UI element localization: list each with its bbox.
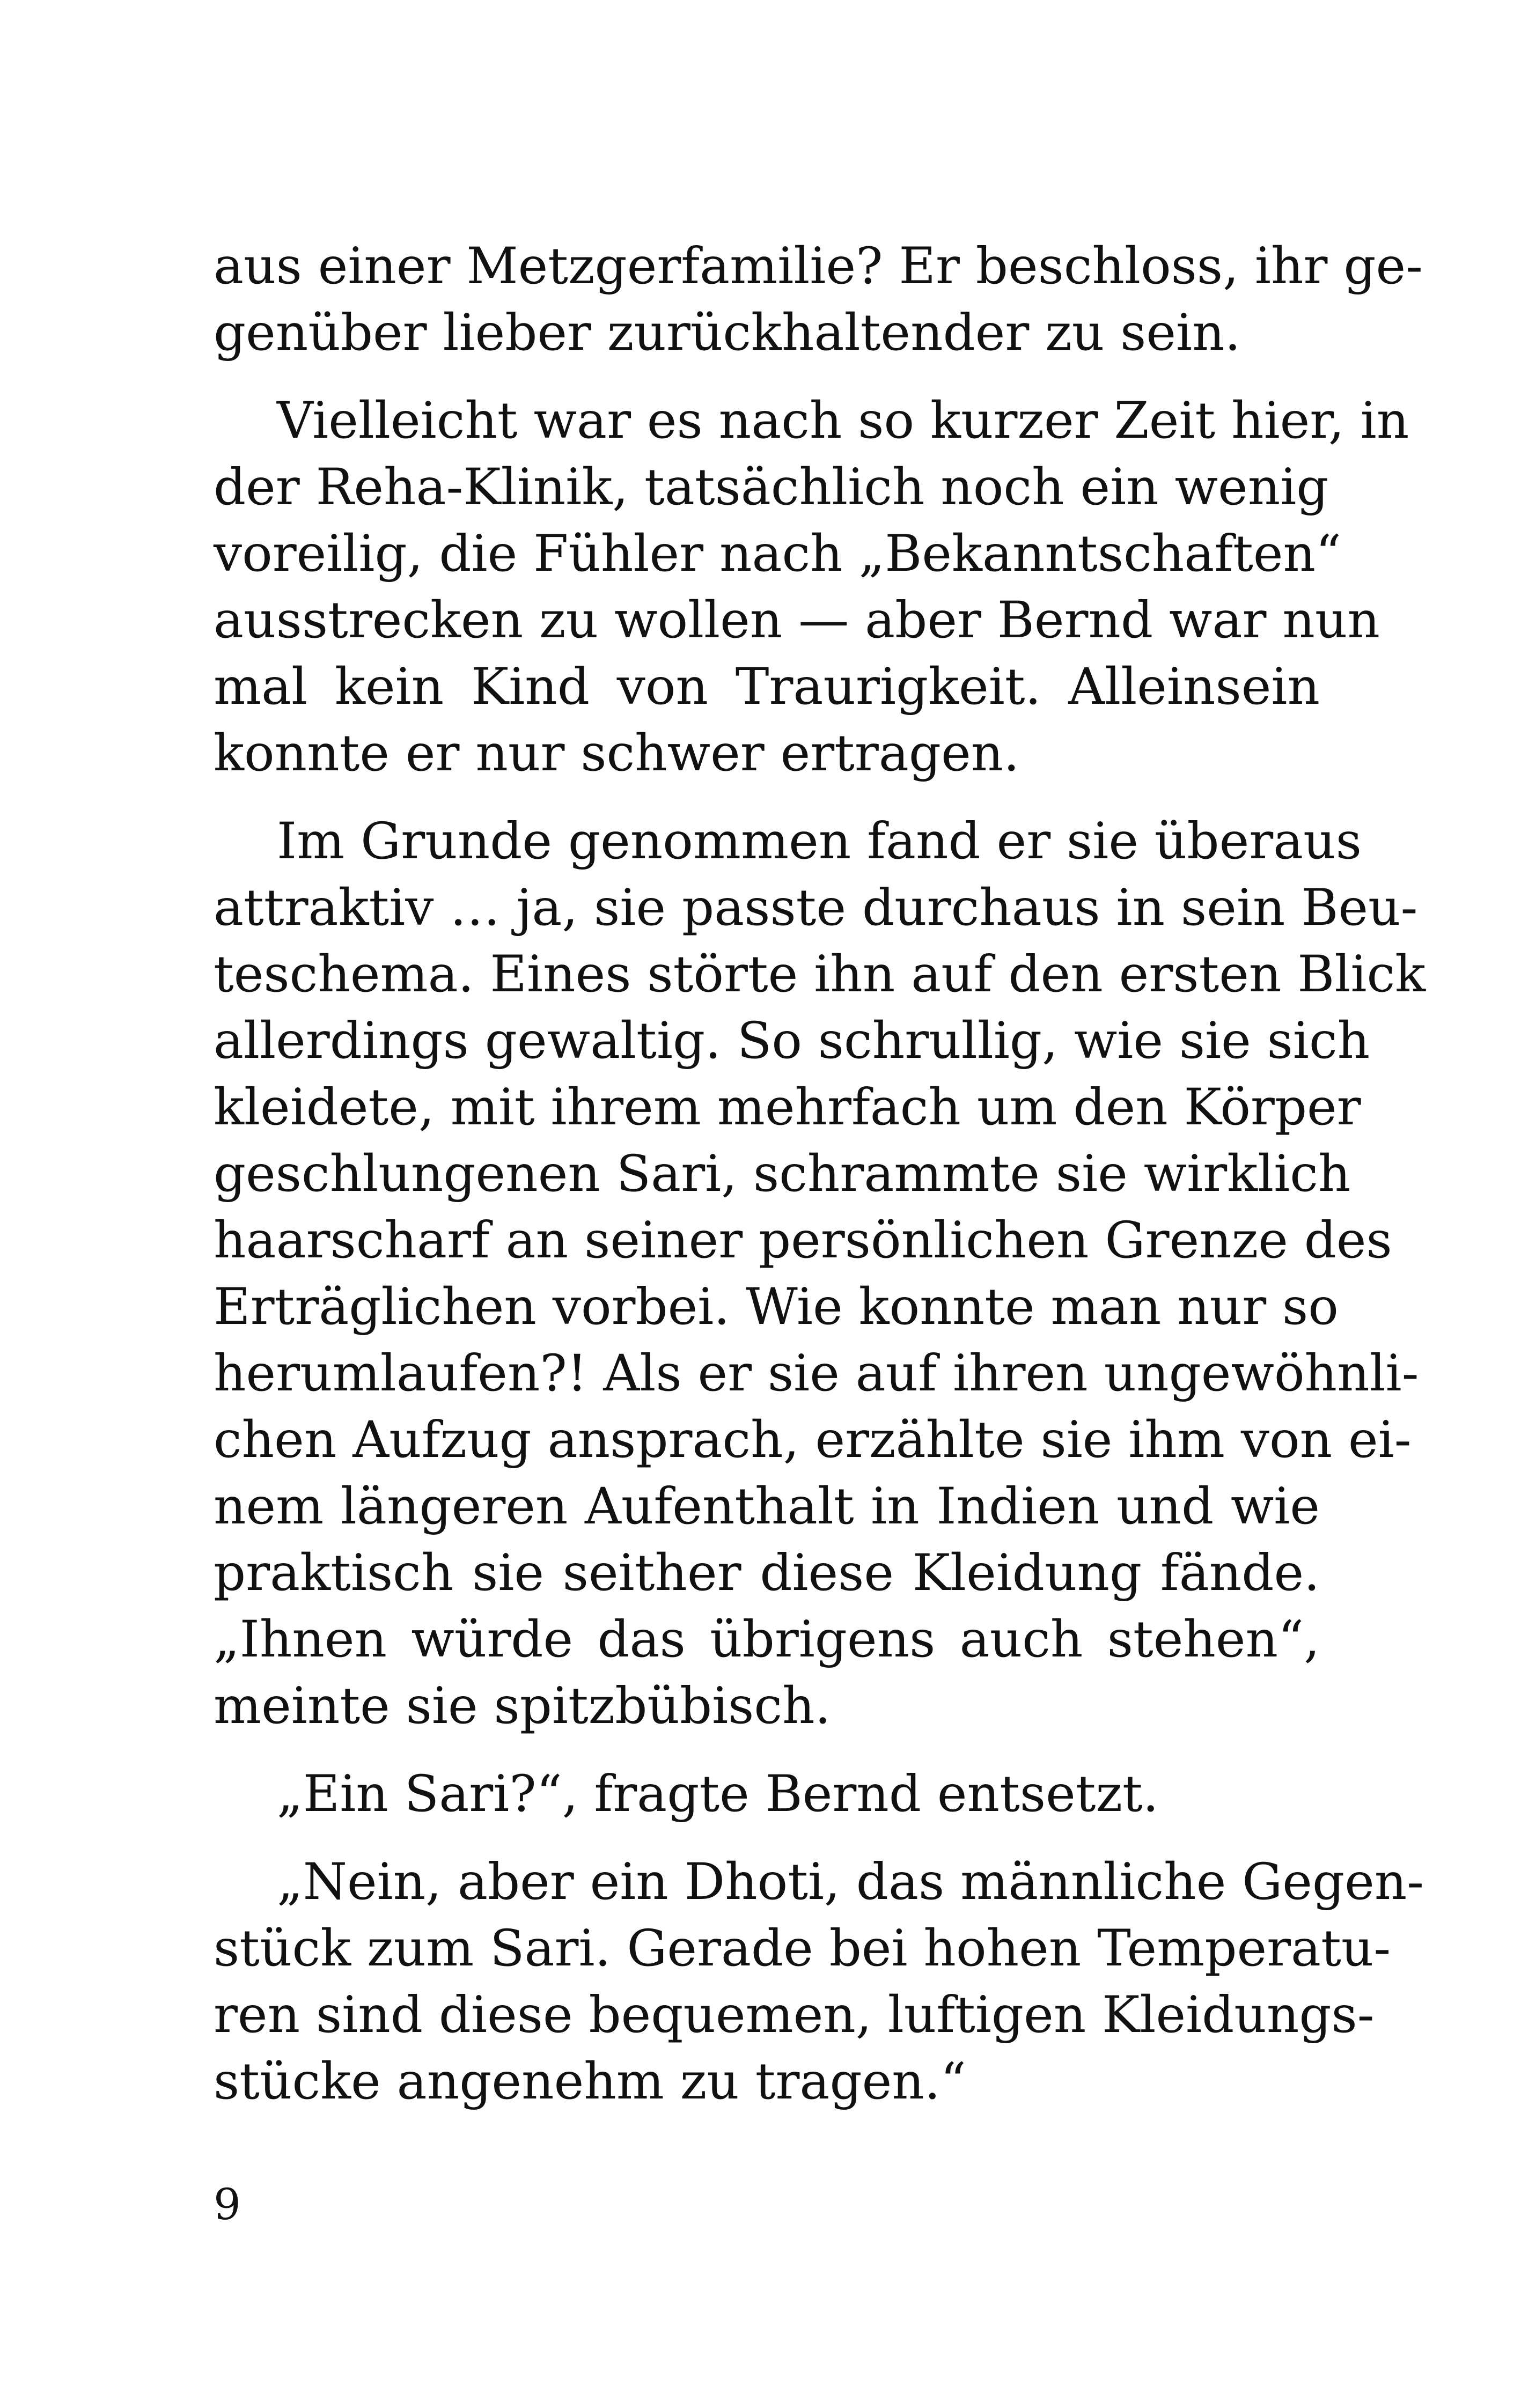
text-line: praktisch sie seither diese Kleidung fände.: [214, 1544, 1320, 1602]
text-line: chen Aufzug ansprach, erzählte sie ihm von ei-: [214, 1411, 1412, 1469]
paragraph: [214, 1761, 1320, 1828]
text-line: nem längeren Aufenthalt in Indien und wie: [214, 1477, 1320, 1536]
body-text: [214, 233, 1426, 2115]
paragraph: [214, 808, 1426, 1740]
text-line: der Reha-Klinik, tatsächlich noch ein wenig: [214, 458, 1329, 517]
text-line: ren sind diese bequemen, luftigen Kleidungs-: [214, 1986, 1375, 2044]
text-line: Erträglichen vorbei. Wie konnte man nur so: [214, 1278, 1339, 1336]
text-line: „Nein, aber ein Dhoti, das männliche Gegen-: [277, 1853, 1424, 1911]
text-line: genüber lieber zurückhaltender zu sein.: [214, 304, 1241, 362]
text-line: kleidete, mit ihrem mehrfach um den Körper: [214, 1078, 1361, 1137]
text-line: Vielleicht war es nach so kurzer Zeit hier, in: [277, 392, 1409, 450]
text-line: mal kein Kind von Traurigkeit. Alleinsein: [214, 658, 1320, 716]
text-line: geschlungenen Sari, schrammte sie wirklich: [214, 1145, 1351, 1203]
text-line: stücke angenehm zu tragen.“: [214, 2052, 966, 2111]
text-line: Im Grunde genommen fand er sie überaus: [277, 812, 1362, 871]
text-line: herumlaufen?! Als er sie auf ihren ungewöhnli-: [214, 1344, 1419, 1403]
text-line: aus einer Metzgerfamilie? Er beschloss, ihr ge-: [214, 237, 1423, 296]
text-line: voreilig, die Fühler nach „Bekanntschaften“: [214, 525, 1342, 583]
text-line: konnte er nur schwer ertragen.: [214, 724, 1020, 783]
text-line: allerdings gewaltig. So schrullig, wie sie sich: [214, 1012, 1370, 1070]
text-line: ausstrecken zu wollen — aber Bernd war nun: [214, 591, 1380, 650]
page-number: 9: [214, 2179, 241, 2229]
text-line: attraktiv … ja, sie passte durchaus in sein Beu-: [214, 879, 1418, 937]
text-line: „Ein Sari?“, fragte Bernd entsetzt.: [277, 1765, 1159, 1823]
paragraph: [214, 388, 1409, 787]
text-line: „Ihnen würde das übrigens auch stehen“,: [214, 1610, 1320, 1669]
paragraph: [214, 233, 1423, 366]
text-line: meinte sie spitzbübisch.: [214, 1677, 831, 1735]
text-line: haarscharf an seiner persönlichen Grenze des: [214, 1211, 1392, 1270]
text-line: stück zum Sari. Gerade bei hohen Temperatu-: [214, 1919, 1391, 1978]
paragraph: [214, 1849, 1424, 2115]
text-line: teschema. Eines störte ihn auf den ersten Blick: [214, 945, 1426, 1004]
